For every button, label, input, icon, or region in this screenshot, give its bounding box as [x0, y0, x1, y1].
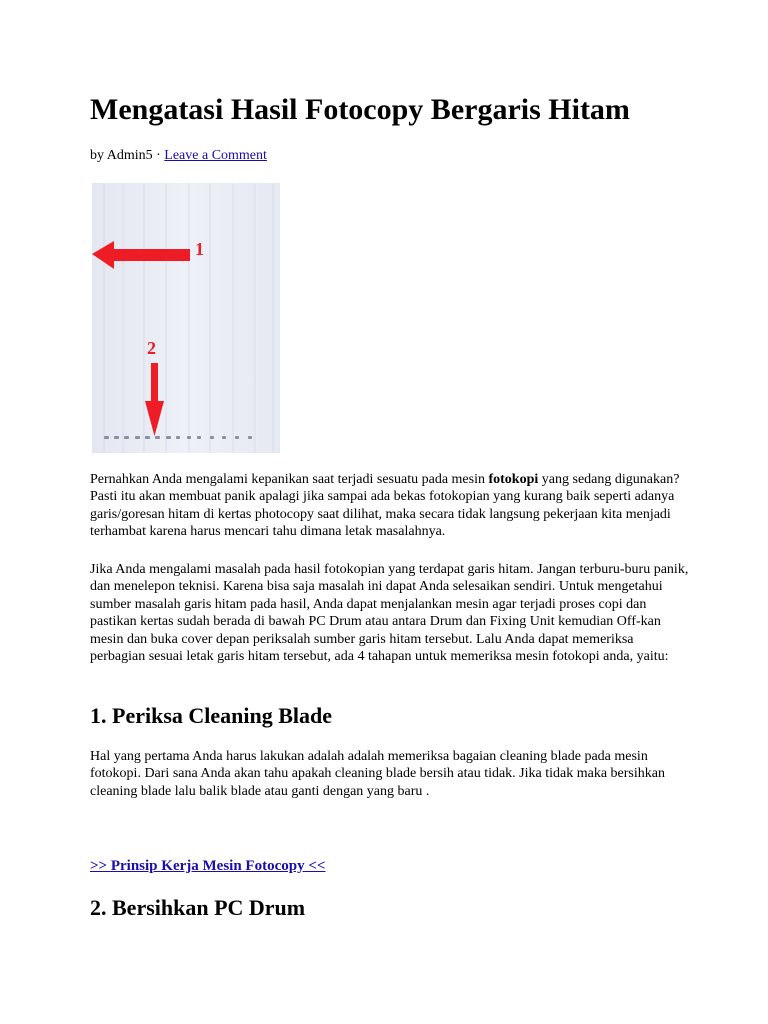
photocopy-sample-drawing: [92, 183, 280, 453]
arrow-label-2: 2: [147, 338, 156, 358]
article-title: Mengatasi Hasil Fotocopy Bergaris Hitam: [90, 93, 630, 126]
intro-text-start: Pernahkan Anda mengalami kepanikan saat terjadi sesuatu pada mesin: [90, 472, 489, 487]
heading-pc-drum: 2. Bersihkan PC Drum: [90, 895, 306, 920]
cleaning-blade-paragraph: Hal yang pertama Anda harus lakukan adalah adalah memeriksa bagaian cleaning blade pada mesin fotokopi. Dari sana Anda akan tahu apakah cleaning blade bersih atau tidak. Jika tidak maka bersihkan cleaning blade lalu balik blade atau ganti dengan yang baru .: [90, 749, 665, 799]
paper-background: [92, 183, 280, 453]
related-article: [90, 856, 325, 876]
fotokopi-bold-term: fotokopi: [488, 472, 539, 487]
related-article-link[interactable]: >> Prinsip Kerja Mesin Fotocopy <<: [90, 858, 326, 874]
heading-cleaning-blade: 1. Periksa Cleaning Blade: [90, 703, 333, 728]
intro-text-end: yang sedang digunakan? Pasti itu akan membuat panik apalagi jika sampai ada bekas fotokopian yang kurang baik seperti adanya garis/goresan hitam di kertas photocopy saat dilihat, maka secara tidak langsung pekerjaan kita menjadi terhambat karena harus mencari tahu dimana letak masalahnya.: [90, 472, 680, 540]
intro-paragraph: [90, 471, 690, 541]
arrow-label-1: 1: [195, 239, 204, 259]
problem-paragraph: Jika Anda mengalami masalah pada hasil fotokopian yang terdapat garis hitam. Jangan terburu-buru panik, dan menelepon teknisi. Karena bisa saja masalah ini dapat Anda selesaikan sendiri. Untuk mengetahui sumber masalah garis hitam pada hasil, Anda dapat menjalankan mesin agar terjadi proses copi dan pastikan kertas sudah berada di bawah PC Drum atau antara Drum dan Fixing Unit kemudian Off-kan mesin dan buka cover depan periksalah sumber garis hitam tersebut. Lalu Anda dapat memeriksa perbagian sesuai letak garis hitam tersebut, ada 4 tahapan untuk memeriksa mesin fotokopi anda, yaitu:: [90, 562, 689, 665]
byline-author: by Admin5 ·: [90, 148, 165, 163]
byline: [90, 147, 267, 165]
leave-comment-link[interactable]: Leave a Comment: [164, 148, 267, 163]
photocopy-sample-image: [92, 183, 280, 453]
